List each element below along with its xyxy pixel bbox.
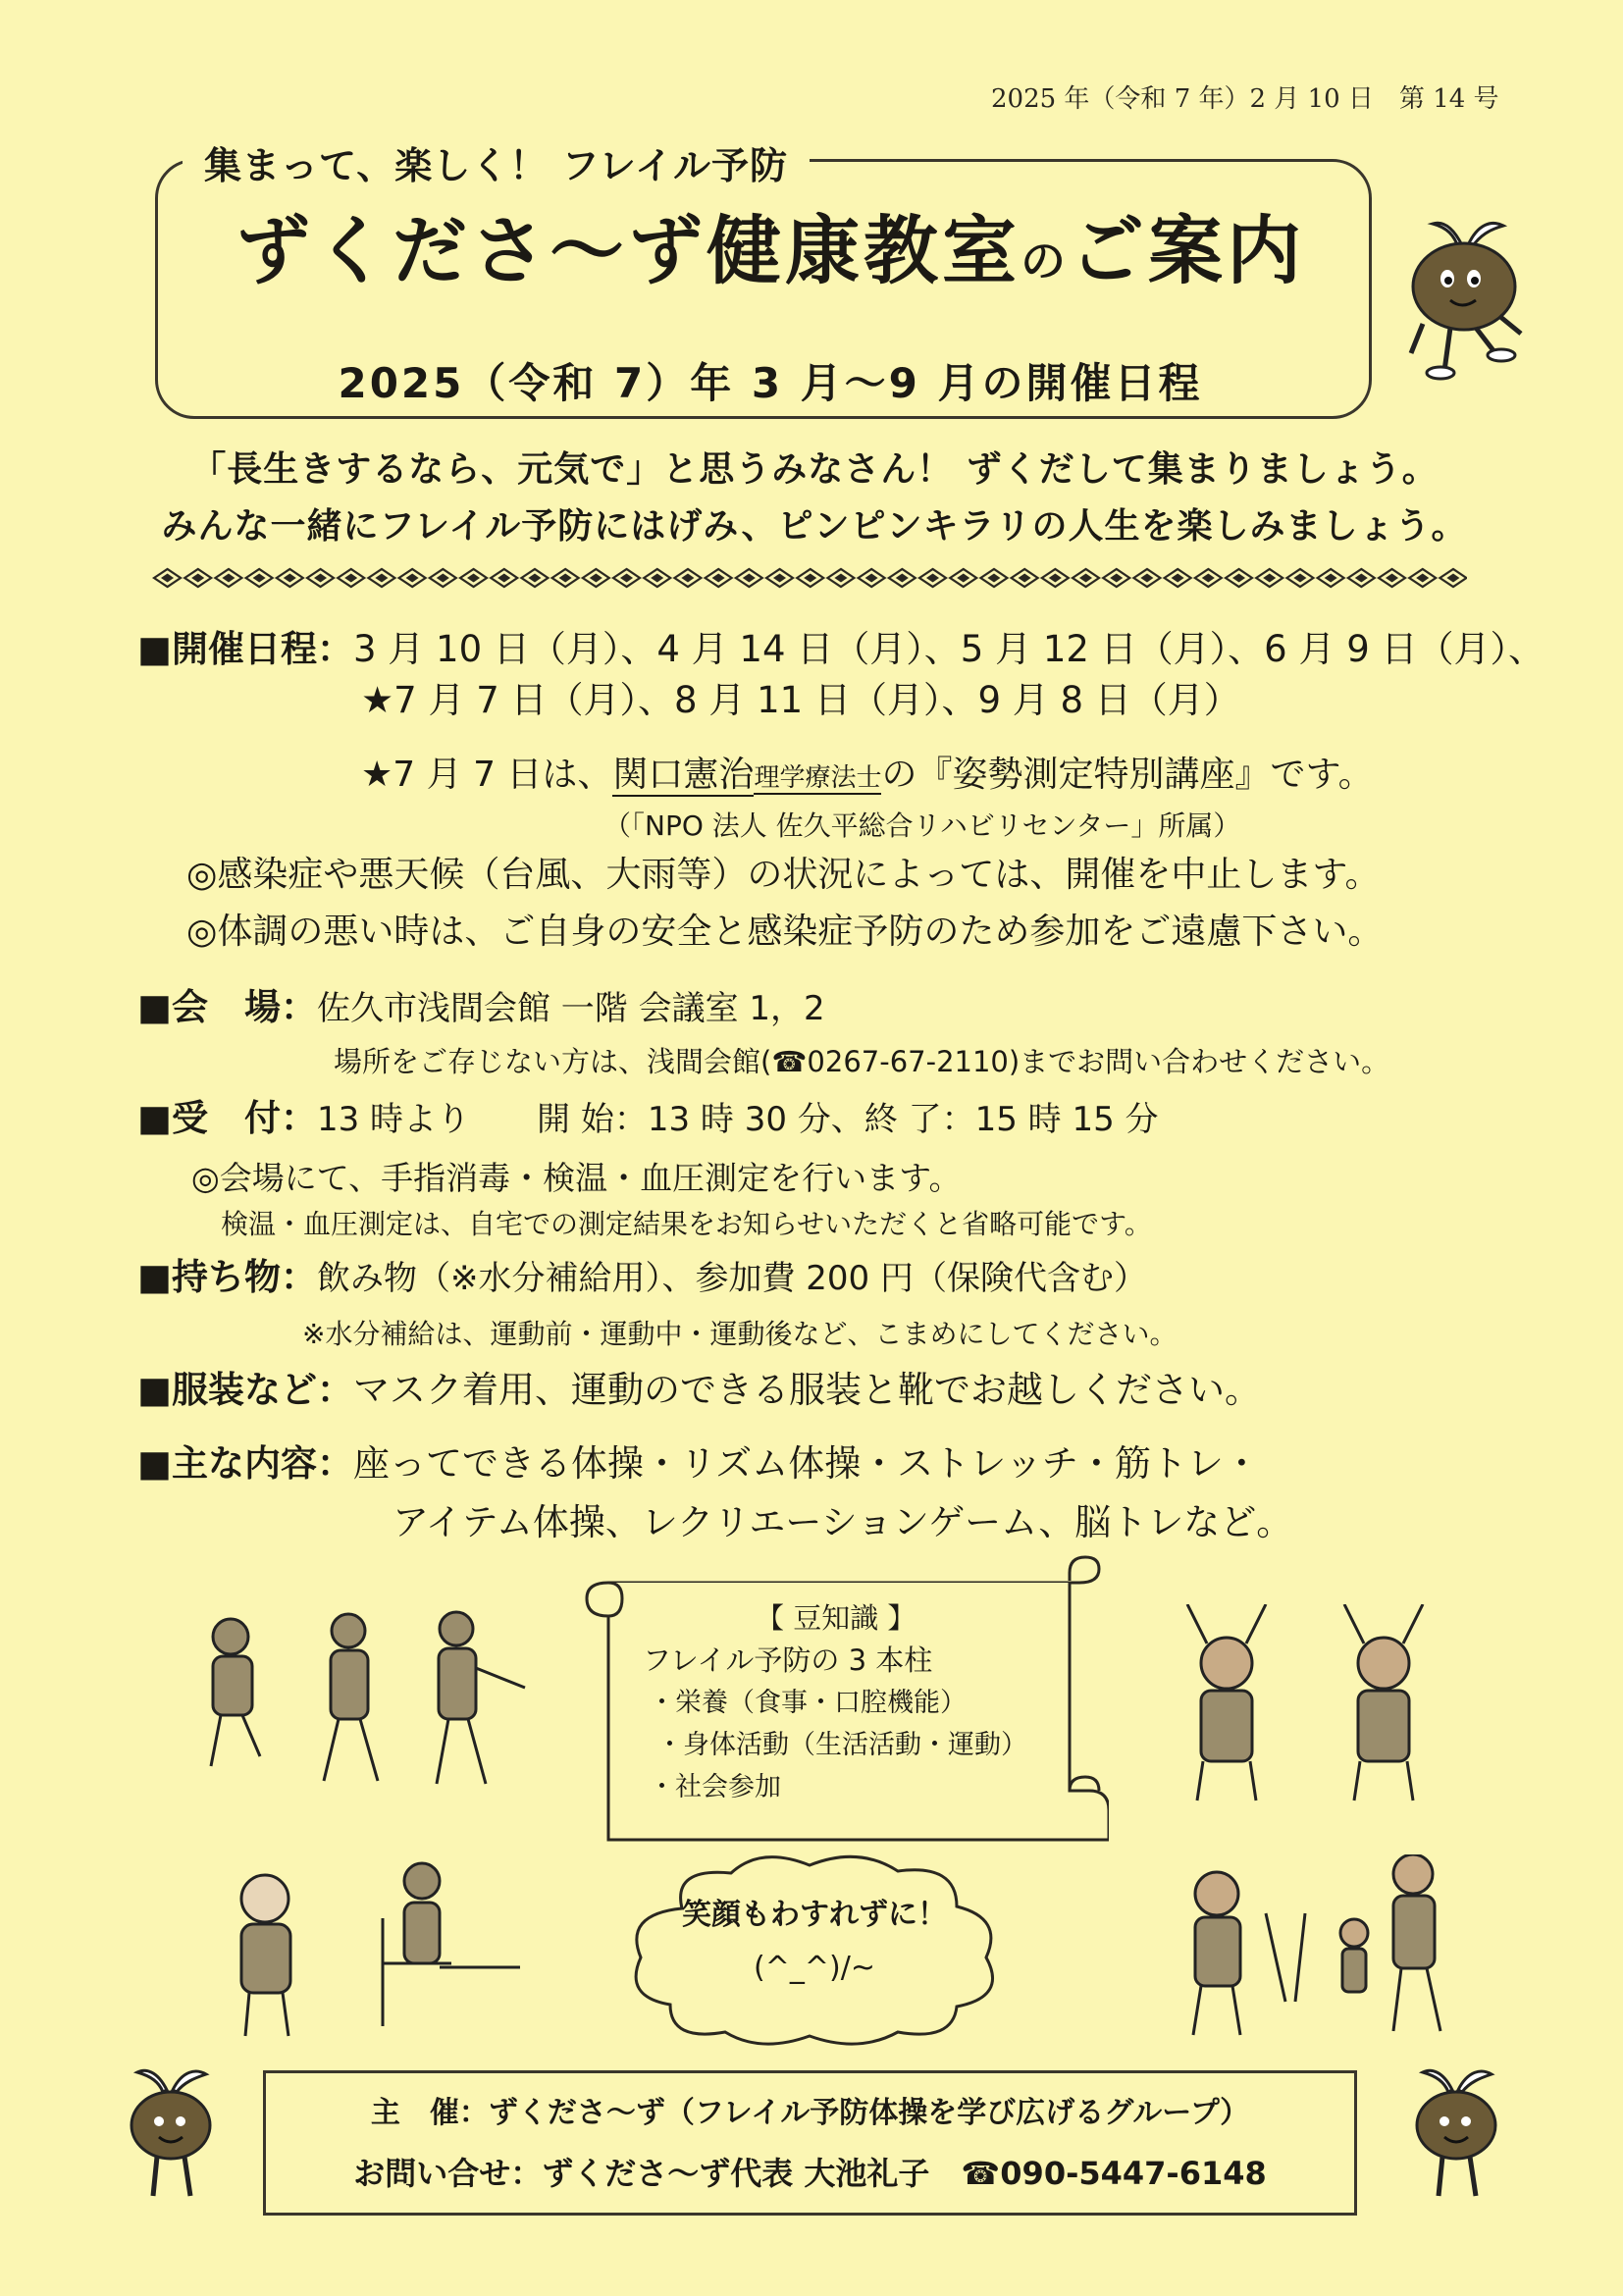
title-part-b: ご案内: [1070, 207, 1305, 294]
lecturer-affiliation: （「NPO 法人 佐久平総合リハビリセンター」所属）: [603, 809, 1241, 842]
trivia-title: 【 豆知識 】: [756, 1601, 916, 1635]
clothing-row: [137, 1369, 1261, 1412]
venue-row: [137, 986, 825, 1029]
organizer-line: [263, 2088, 1357, 2131]
dates-line-1: 3 月 10 日（月）、4 月 14 日（月）、5 月 12 日（月）、6 月 9 日（月）、: [352, 628, 1545, 670]
venue-value: 佐久市浅間会館 一階 会議室 1，2: [316, 989, 825, 1028]
lecturer-name: 関口憲治: [612, 755, 755, 795]
cloud-message: [643, 1889, 986, 1995]
dates-row-1: [137, 628, 1544, 671]
contact-label: お問い合せ：: [353, 2155, 543, 2192]
special-pre: ★7 月 7 日は、: [361, 755, 613, 795]
trivia-item: ・栄養（食事・口腔機能）: [649, 1688, 967, 1718]
mascot-bean-right-icon: [1403, 2061, 1511, 2208]
health-note: ◎体調の悪い時は、ご自身の安全と感染症予防のため参加をご遠慮下さい。: [186, 912, 1384, 952]
mascot-bean-icon: [1393, 206, 1541, 383]
diamond-divider: [152, 567, 1467, 589]
cloud-line-2: (^_^)/~: [754, 1951, 875, 1985]
content-line-2: アイテム体操、レクリエーションゲーム、脳トレなど。: [393, 1501, 1293, 1543]
issue-date: 2025 年（令和 7 年）2 月 10 日 第 14 号: [991, 84, 1499, 114]
trivia-box: [643, 1597, 1027, 1808]
content-row-1: [137, 1442, 1260, 1486]
family-stretch-illustration: [1158, 1854, 1472, 2051]
dates-line-2: ★7 月 7 日（月）、8 月 11 日（月）、9 月 8 日（月）: [361, 679, 1240, 721]
clothing-value: マスク着用、運動のできる服装と靴でお越しください。: [352, 1369, 1261, 1411]
tagline: 集まって、楽しく！ フレイル予防: [183, 135, 810, 189]
page-title: [201, 207, 1339, 294]
intro-line-2: みんな一緒にフレイル予防にはげみ、ピンピンキラリの人生を楽しみましょう。: [161, 506, 1468, 547]
trivia-heading: フレイル予防の 3 本柱: [643, 1644, 933, 1677]
title-part-no: の: [1021, 235, 1070, 287]
items-row: [137, 1256, 1147, 1299]
content-label: ■主な内容：: [137, 1442, 353, 1485]
trivia-item: ・社会参加: [649, 1772, 781, 1802]
contact-value: ずくださ〜ず代表 大池礼子: [542, 2155, 930, 2192]
cloud-line-1: 笑顔もわすれずに！: [682, 1898, 947, 1932]
items-label: ■持ち物：: [137, 1256, 317, 1298]
clothing-label: ■服装など：: [137, 1369, 353, 1411]
elderly-exercise-illustration: [191, 1609, 564, 1805]
reception-note-1: ◎会場にて、手指消毒・検温・血圧測定を行います。: [191, 1159, 962, 1197]
items-note: ※水分補給は、運動前・運動中・運動後など、こまめにしてください。: [302, 1318, 1178, 1350]
special-post: の『姿勢測定特別講座』です。: [881, 755, 1374, 795]
cancel-note: ◎感染症や悪天候（台風、大雨等）の状況によっては、開催を中止します。: [186, 855, 1381, 895]
mascot-bean-left-icon: [118, 2061, 226, 2208]
organizer-value: ずくださ〜ず（フレイル予防体操を学び広げるグループ）: [488, 2096, 1250, 2130]
schedule-title: 2025（令和 7）年 3 月〜9 月の開催日程: [338, 359, 1203, 407]
venue-note: 場所をご存じない方は、浅間会館(☎0267-67-2110)までお問い合わせください。: [334, 1045, 1390, 1078]
trivia-item: ・身体活動（生活活動・運動）: [656, 1730, 1027, 1760]
contact-line: [263, 2149, 1357, 2194]
venue-label: ■会 場：: [137, 986, 317, 1028]
reception-label: ■受 付：: [137, 1097, 317, 1139]
lecturer-title: 理学療法士: [754, 763, 882, 793]
intro-line-1: 「長生きするなら、元気で」と思うみなさん！ ずくだして集まりましょう。: [190, 449, 1439, 490]
special-lecture: [361, 754, 1374, 796]
title-part-a: ずくださ〜ず健康教室: [236, 207, 1021, 294]
seated-leg-exercise-illustration: [206, 1859, 559, 2046]
items-value: 飲み物（※水分補給用）、参加費 200 円（保険代含む）: [316, 1259, 1147, 1298]
contact-phone: ☎090-5447-6148: [961, 2155, 1267, 2192]
reception-row: [137, 1097, 1159, 1140]
dates-label: ■開催日程：: [137, 628, 353, 670]
reception-note-2: 検温・血圧測定は、自宅での測定結果をお知らせいただくと省略可能です。: [221, 1208, 1152, 1240]
reception-value: 13 時より 開 始：13 時 30 分、終 了：15 時 15 分: [316, 1100, 1159, 1139]
chair-stretch-illustration: [1158, 1604, 1472, 1810]
content-line-1: 座ってできる体操・リズム体操・ストレッチ・筋トレ・: [352, 1442, 1260, 1485]
organizer-label: 主 催：: [370, 2096, 489, 2130]
